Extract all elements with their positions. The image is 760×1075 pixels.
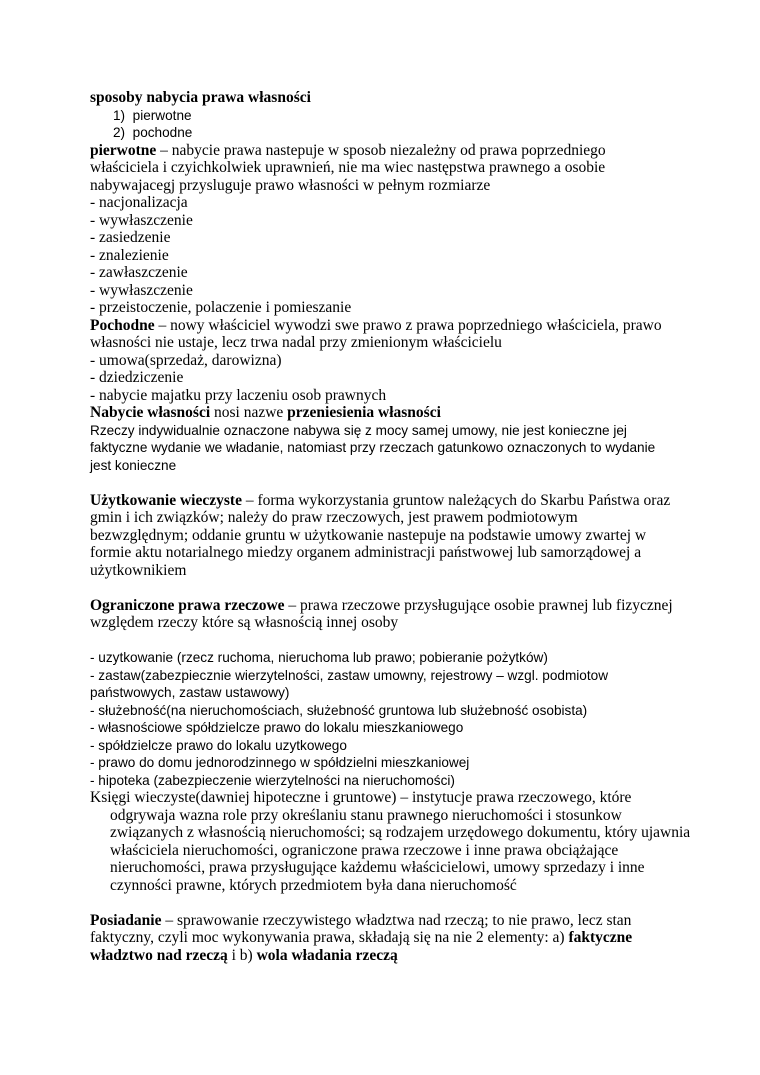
- list-item: - wywłaszczenie: [90, 281, 193, 299]
- list-item: - prawo do domu jednorodzinnego w spółdzielni mieszkaniowej: [90, 755, 470, 770]
- text-line: użytkownikiem: [90, 561, 187, 579]
- text-line: nabywajacegj przysluguje prawo własności w pełnym rozmiarze: [90, 176, 491, 194]
- ograniczone-definition: Ograniczone prawa rzeczowe – prawa rzeczowe przysługujące osobie prawnej lub fizycznej: [90, 596, 673, 614]
- list-item: - spółdzielcze prawo do lokalu uzytkowego: [90, 737, 347, 753]
- list-item: - własnościowe spółdzielcze prawo do lokalu mieszkaniowego: [90, 720, 464, 735]
- text-line: jest konieczne: [90, 457, 177, 473]
- list-item: - dziedziczenie: [90, 369, 184, 386]
- list-item: - hipoteka (zabezpieczenie wierzytelności na nieruchomości): [90, 772, 455, 788]
- ksiegi-paragraph: Księgi wieczyste(dawniej hipoteczne i gruntowe) – instytucje prawa rzeczowego, które: [90, 789, 632, 806]
- text-line: bezwzględnym; oddanie gruntu w użytkowanie nastepuje na podstawie umowy zwartej w: [90, 526, 647, 544]
- text-line: faktyczny, czyli moc wykonywania prawa, składają się na nie 2 elementy: a) faktyczne: [90, 929, 633, 946]
- list-item: - wywłaszczenie: [90, 211, 193, 229]
- text-line: gmin i ich związków; należy do praw rzeczowych, jest prawem podmiotowym: [90, 509, 578, 526]
- list-item: - przeistoczenie, polaczenie i pomieszanie: [90, 299, 352, 316]
- list-item: - zasiedzenie: [90, 229, 171, 246]
- list-item: - zawłaszczenie: [90, 264, 188, 281]
- document-page: [90, 89, 691, 964]
- list-item: 1) pierwotne: [113, 107, 192, 123]
- text-line: formie aktu notarialnego miedzy organem administracji państwowej lub samorządowej a: [90, 544, 642, 561]
- text-line: czynności prawne, których przedmiotem była dana nieruchomość: [110, 876, 517, 894]
- list-item: - nacjonalizacja: [90, 194, 188, 211]
- pierwotne-definition: pierwotne – nabycie prawa nastepuje w sposob niezależny od prawa poprzedniego: [90, 141, 606, 159]
- document-heading: sposoby nabycia prawa własności: [90, 89, 311, 106]
- list-item: państwowych, zastaw ustawowy): [90, 685, 290, 700]
- list-item: - znalezienie: [90, 246, 169, 264]
- list-item: - umowa(sprzedaż, darowizna): [90, 351, 282, 369]
- text-line: odgrywaja wazna role przy określaniu stanu prawnego nieruchomości i stosunkow: [110, 806, 622, 824]
- text-line: właściciela i czyichkolwiek uprawnień, nie ma wiec następstwa prawnego a osobie: [90, 159, 606, 176]
- list-item: - uzytkowanie (rzecz ruchoma, nieruchoma lub prawo; pobieranie pożytków): [90, 650, 548, 665]
- nabycie-heading: Nabycie własności nosi nazwe przeniesienia własności: [90, 404, 441, 421]
- list-item: - zastaw(zabezpiecznie wierzytelności, zastaw umowny, rejestrowy – wzgl. podmiotow: [90, 667, 609, 683]
- uzytkowanie-definition: Użytkowanie wieczyste – forma wykorzystania gruntow należących do Skarbu Państwa oraz: [90, 491, 671, 509]
- pochodne-definition: Pochodne – nowy właściciel wywodzi swe prawo z prawa poprzedniego właściciela, prawo: [90, 316, 662, 334]
- text-line: władztwo nad rzeczą i b) wola władania rzeczą: [90, 946, 398, 964]
- text-line: względem rzeczy które są własnością innej osoby: [90, 614, 399, 631]
- text-line: związanych z własnością nieruchomości; są rodzajem urzędowego dokumentu, który ujawnia: [110, 824, 691, 841]
- posiadanie-definition: Posiadanie – sprawowanie rzeczywistego władztwa nad rzeczą; to nie prawo, lecz stan: [90, 911, 632, 929]
- text-line: faktyczne wydanie we władanie, natomiast przy rzeczach gatunkowo oznaczonych to wydanie: [90, 440, 656, 455]
- text-line: nieruchomości, prawa przysługujące każdemu właścicielowi, umowy sprzedazy i inne: [110, 859, 645, 876]
- list-item: 2) pochodne: [113, 125, 193, 140]
- text-line: właściciela nieruchomości, ograniczone prawa rzeczowe i inne prawa obciążające: [110, 841, 619, 859]
- list-item: - nabycie majatku przy laczeniu osob prawnych: [90, 386, 387, 404]
- text-line: Rzeczy indywidualnie oznaczone nabywa się z mocy samej umowy, nie jest konieczne jej: [90, 422, 627, 438]
- list-item: - służebność(na nieruchomościach, służebność gruntowa lub służebność osobista): [90, 702, 588, 718]
- text-line: własności nie ustaje, lecz trwa nadal przy zmienionym właścicielu: [90, 334, 502, 351]
